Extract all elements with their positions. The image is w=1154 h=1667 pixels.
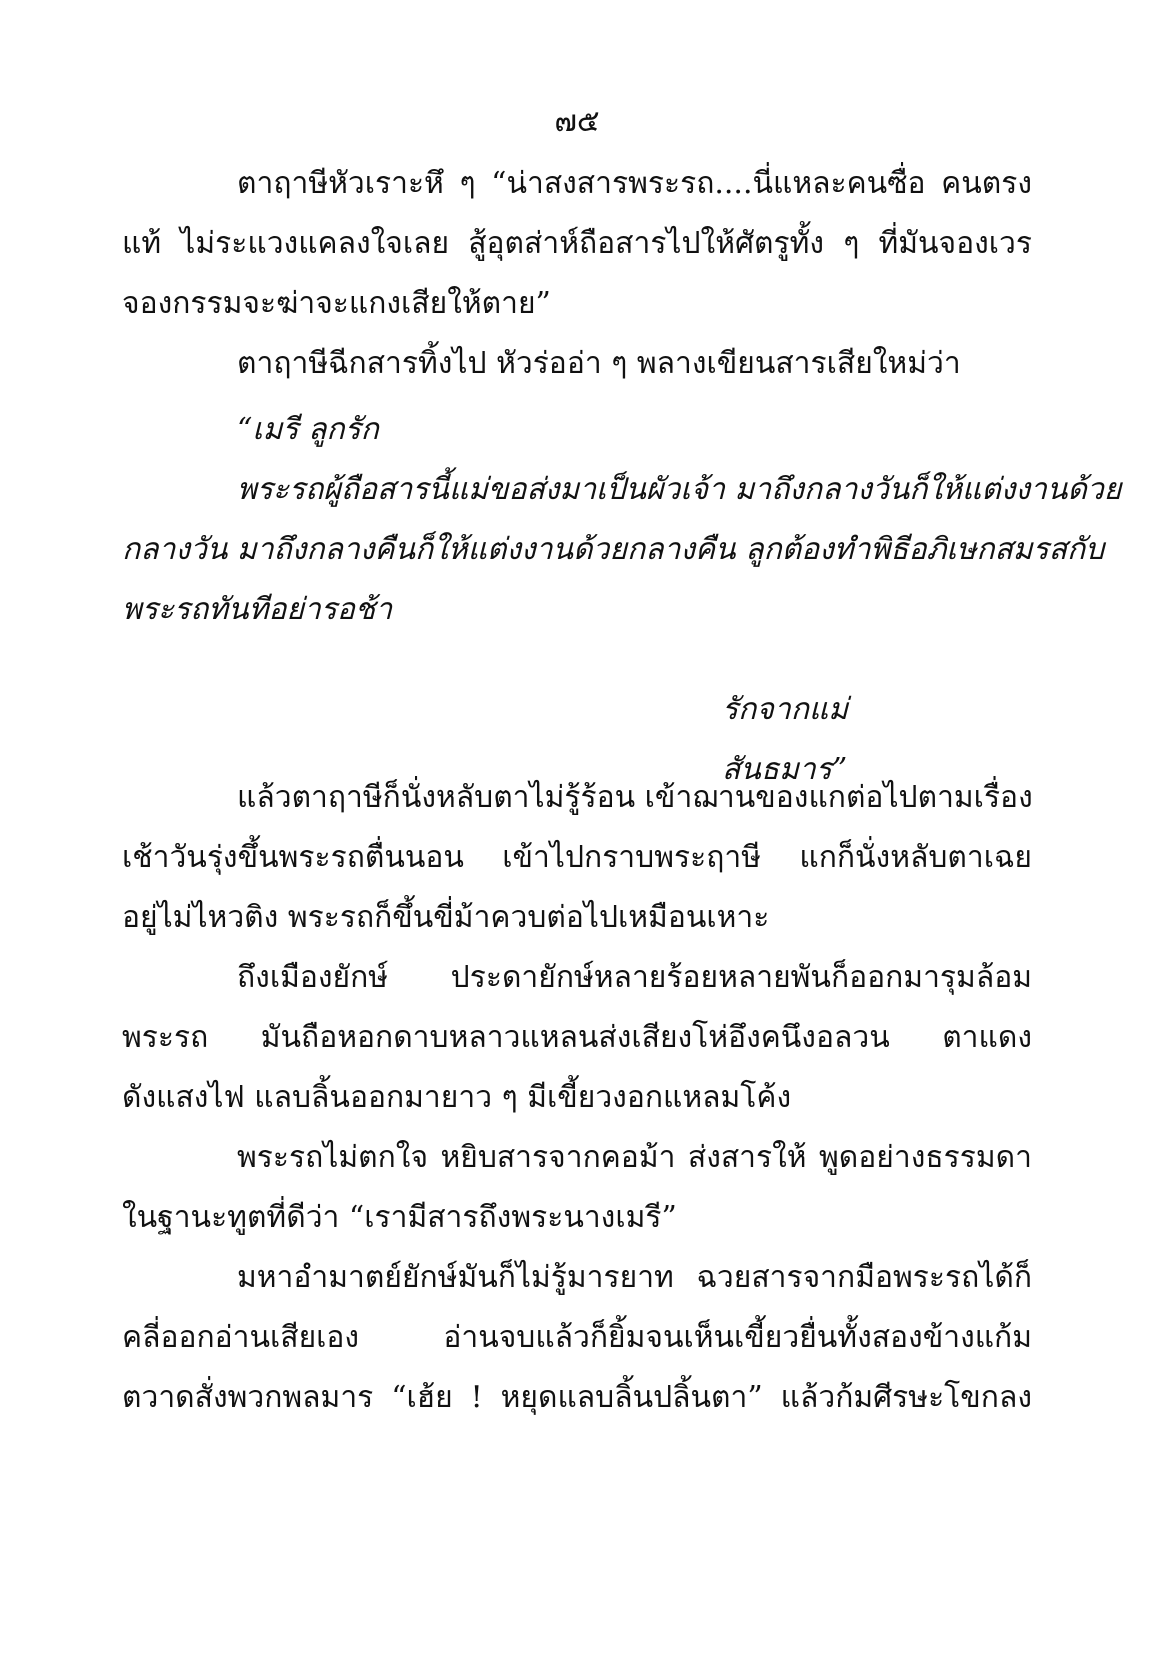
letter-spacer bbox=[122, 640, 1032, 680]
paragraph-line: จองกรรมจะฆ่าจะแกงเสียให้ตาย” bbox=[122, 286, 551, 321]
text-section-following bbox=[122, 768, 1032, 1428]
letter-signature: สันธมาร” bbox=[722, 752, 848, 787]
letter-salutation: “เมรี ลูกรัก bbox=[237, 412, 379, 447]
paragraph-line: มหาอำมาตย์ยักษ์มันก็ไม่รู้มารยาท ฉวยสารจากมือพระรถได้ก็ bbox=[237, 1260, 1032, 1295]
paragraph-line: ตวาดสั่งพวกพลมาร “เฮ้ย ! หยุดแลบลิ้นปลิ้นตา” แล้วก้มศีรษะโขกลง bbox=[122, 1380, 1032, 1415]
letter-line: พระรถทันทีอย่ารอช้า bbox=[122, 592, 393, 627]
paragraph-line: แล้วตาฤาษีก็นั่งหลับตาไม่รู้ร้อน เข้าฌานของแกต่อไปตามเรื่อง bbox=[237, 780, 1033, 815]
paragraph-line: ตาฤาษีหัวเราะหึ ๆ “น่าสงสารพระรถ....นี่แหละคนซื่อ คนตรง bbox=[237, 166, 1032, 201]
paragraph-line: ในฐานะทูตที่ดีว่า “เรามีสารถึงพระนางเมรี” bbox=[122, 1200, 677, 1235]
paragraph-line: ถึงเมืองยักษ์ ประดายักษ์หลายร้อยหลายพันก็ออกมารุมล้อม bbox=[237, 960, 1032, 995]
text-section-opening bbox=[122, 154, 1032, 394]
paragraph-line: เช้าวันรุ่งขึ้นพระรถตื่นนอน เข้าไปกราบพระฤาษี แกก็นั่งหลับตาเฉย bbox=[122, 840, 1032, 875]
letter-line: พระรถผู้ถือสารนี้แม่ขอส่งมาเป็นผัวเจ้า มาถึงกลางวันก็ให้แต่งงานด้วย bbox=[237, 472, 1122, 507]
paragraph-line: พระรถ มันถือหอกดาบหลาวแหลนส่งเสียงโห่อึงคนึงอลวน ตาแดง bbox=[122, 1020, 1032, 1055]
page-number: ๗๕ bbox=[554, 104, 600, 139]
paragraph-line: ตาฤาษีฉีกสารทิ้งไป หัวร่ออ่า ๆ พลางเขียนสารเสียใหม่ว่า bbox=[237, 346, 961, 381]
letter-line: กลางวัน มาถึงกลางคืนก็ให้แต่งงานด้วยกลางคืน ลูกต้องทำพิธีอภิเษกสมรสกับ bbox=[122, 532, 1105, 567]
paragraph-line: อยู่ไม่ไหวติง พระรถก็ขึ้นขี่ม้าควบต่อไปเหมือนเหาะ bbox=[122, 900, 770, 935]
letter-closing: รักจากแม่ bbox=[722, 692, 848, 727]
paragraph-line: คลี่ออกอ่านเสียเอง อ่านจบแล้วก็ยิ้มจนเห็นเขี้ยวยื่นทั้งสองข้างแก้ม bbox=[122, 1320, 1032, 1355]
paragraph-line: แท้ ไม่ระแวงแคลงใจเลย สู้อุตส่าห์ถือสารไปให้ศัตรูทั้ง ๆ ที่มันจองเวร bbox=[122, 226, 1032, 261]
paragraph-line: พระรถไม่ตกใจ หยิบสารจากคอม้า ส่งสารให้ พูดอย่างธรรมดา bbox=[237, 1140, 1032, 1175]
paragraph-line: ดังแสงไฟ แลบลิ้นออกมายาว ๆ มีเขี้ยวงอกแหลมโค้ง bbox=[122, 1080, 792, 1115]
letter bbox=[122, 400, 1122, 800]
